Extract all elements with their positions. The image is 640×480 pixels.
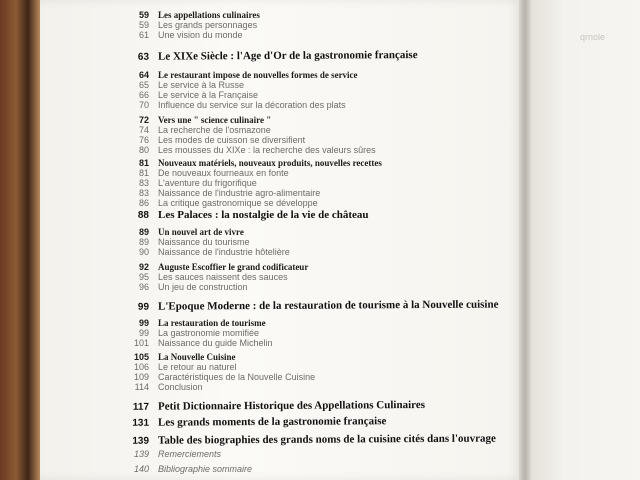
toc-title: Le retour au naturel xyxy=(158,362,237,372)
toc-entry xyxy=(0,382,519,394)
toc-entry xyxy=(0,48,519,63)
toc-title: La Nouvelle Cuisine xyxy=(158,352,236,362)
toc-page-number: 80 xyxy=(138,145,149,155)
toc-title: Le service à la Russe xyxy=(158,80,245,90)
toc-page-number: 101 xyxy=(133,338,149,348)
toc-page-number: 99 xyxy=(138,318,149,328)
toc-title: Naissance du tourisme xyxy=(158,237,250,247)
toc-title: Les appellations culinaires xyxy=(158,10,260,20)
toc-title: Les grands personnages xyxy=(158,20,258,30)
toc-page-number: 106 xyxy=(133,362,149,372)
toc-page-number: 59 xyxy=(138,20,149,30)
toc-title: La restauration de tourisme xyxy=(158,318,266,328)
toc-page-number: 114 xyxy=(134,382,149,392)
toc-page-number: 81 xyxy=(138,158,149,168)
toc-page-number: 70 xyxy=(138,100,149,110)
toc-page-number: 76 xyxy=(138,135,149,145)
toc-title: Le restaurant impose de nouvelles formes de service xyxy=(158,70,358,80)
toc-title: Table des biographies des grands noms de la cuisine cités dans l'ouvrage xyxy=(157,432,496,447)
toc-page-number: 81 xyxy=(138,168,149,178)
toc-page-number: 92 xyxy=(138,262,149,272)
toc-entry xyxy=(0,30,519,42)
toc-title: L'Epoque Moderne : de la restauration de tourisme à la Nouvelle cuisine xyxy=(157,298,499,313)
toc-entry xyxy=(0,464,519,476)
toc-page-number: 63 xyxy=(137,51,150,63)
toc-entry xyxy=(0,398,519,413)
right-page-bleed-text: qrnole xyxy=(580,32,606,42)
toc-page-number: 89 xyxy=(138,227,149,237)
toc-title: Auguste Escoffier le grand codificateur xyxy=(158,262,309,272)
toc-title: La recherche de l'osmazone xyxy=(158,125,271,135)
toc-page-number: 65 xyxy=(138,80,149,90)
toc-page-number: 66 xyxy=(138,90,149,100)
toc-title: Les sauces naissent des sauces xyxy=(158,272,288,282)
toc-title: Petit Dictionnaire Historique des Appellations Culinaires xyxy=(157,398,426,413)
toc-title: Remerciements xyxy=(158,449,222,459)
toc-page-number: 109 xyxy=(133,372,149,382)
toc-title: Vers une " science culinaire " xyxy=(158,115,272,125)
toc-page-number: 88 xyxy=(137,210,149,221)
toc-entry xyxy=(0,414,519,429)
toc-title: Un nouvel art de vivre xyxy=(158,227,244,237)
toc-entry xyxy=(0,338,519,350)
toc-page-number: 86 xyxy=(138,198,149,208)
toc-entry xyxy=(0,145,519,157)
toc-title: Un jeu de construction xyxy=(158,282,248,292)
toc-title: Les mousses du XIXe : la recherche des valeurs sûres xyxy=(158,145,376,155)
toc-title: Les grands moments de la gastronomie française xyxy=(157,415,387,429)
toc-page-number: 64 xyxy=(138,70,149,80)
toc-title: Une vision du monde xyxy=(158,30,243,40)
toc-title: Bibliographie sommaire xyxy=(158,464,253,474)
toc-page-number: 61 xyxy=(138,30,149,40)
toc-page-number: 59 xyxy=(138,10,149,20)
toc-page-number: 83 xyxy=(138,178,149,188)
toc-page-number: 139 xyxy=(132,435,150,447)
book-gutter xyxy=(519,0,531,480)
toc-title: Naissance du guide Michelin xyxy=(158,338,273,348)
toc-title: Le XIXe Siècle : l'Age d'Or de la gastronomie française xyxy=(157,49,418,63)
toc-page-number: 140 xyxy=(133,464,149,474)
toc-title: Influence du service sur la décoration des plats xyxy=(158,100,346,110)
toc-title: De nouveaux fourneaux en fonte xyxy=(158,168,289,178)
toc-page-number: 99 xyxy=(137,301,150,313)
toc-title: Naissance de l'industrie hôtelière xyxy=(158,247,290,257)
toc-page-number: 96 xyxy=(138,282,149,292)
toc-entry xyxy=(0,298,519,313)
toc-title: Naissance de l'industrie agro-alimentaire xyxy=(158,188,321,198)
toc-title: La critique gastronomique se développe xyxy=(158,198,318,208)
toc-title: Les modes de cuisson se diversifient xyxy=(158,135,306,145)
toc-page-number: 105 xyxy=(133,352,149,362)
toc-page-number: 117 xyxy=(132,401,150,413)
toc-title: Le service à la Française xyxy=(158,90,259,100)
toc-page-number: 99 xyxy=(138,328,149,338)
toc-entry xyxy=(0,432,519,447)
toc-title: L'aventure du frigorifique xyxy=(158,178,257,188)
toc-title: La gastronomie momifiée xyxy=(158,328,260,338)
toc-page-number: 83 xyxy=(138,188,149,198)
toc-title: Caractéristiques de la Nouvelle Cuisine xyxy=(158,372,316,382)
toc-page-number: 95 xyxy=(138,272,149,282)
right-page xyxy=(531,0,640,480)
toc-title: Nouveaux matériels, nouveaux produits, nouvelles recettes xyxy=(158,158,382,168)
toc-entry xyxy=(0,209,519,221)
toc-entry xyxy=(0,100,519,112)
toc-page-number: 72 xyxy=(138,115,149,125)
toc-entry xyxy=(0,247,519,259)
toc-page-number: 89 xyxy=(138,237,149,247)
toc-title: Conclusion xyxy=(158,382,203,392)
toc-page-number: 74 xyxy=(138,125,149,135)
toc-page-number: 139 xyxy=(133,449,149,459)
toc-entry xyxy=(0,449,519,461)
toc-entry xyxy=(0,282,519,294)
toc-page-number: 90 xyxy=(138,247,149,257)
toc-page-number: 131 xyxy=(132,417,150,429)
toc-title: Les Palaces : la nostalgie de la vie de château xyxy=(158,209,369,221)
